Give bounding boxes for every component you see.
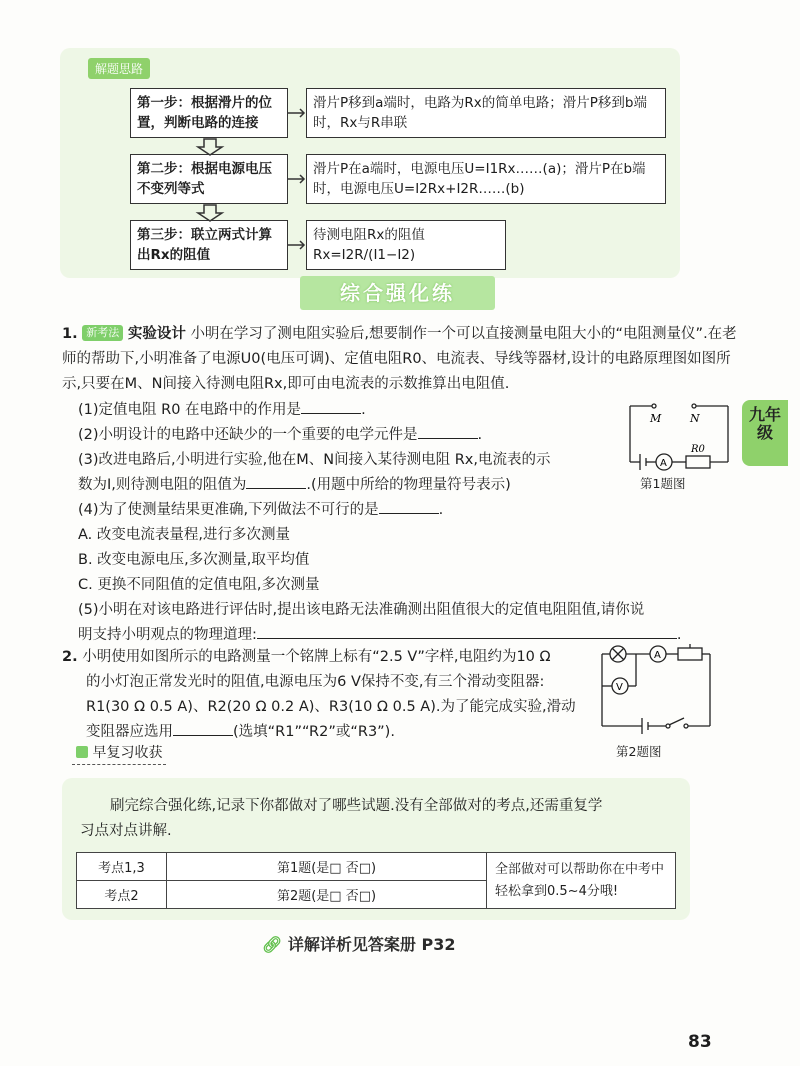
review-text-1: 刷完综合强化练,记录下你都做对了哪些试题.没有全部做对的考点,还需重复学 <box>110 798 603 814</box>
link-icon: 🔗︎ <box>262 935 283 954</box>
q1-ammeter-label: A <box>660 458 667 469</box>
q1-part5a: (5)小明在对该电路进行评估时,提出该电路无法准确测出阻值很大的定值电阻阻值,请你说 <box>78 602 645 618</box>
q1-part5b: 明支持小明观点的物理道理: . <box>78 627 682 643</box>
flow-arrows <box>0 0 800 280</box>
q1-text: 小明在学习了测电阻实验后,想要制作一个可以直接测量电阻大小的“电阻测量仪”.在老师的帮助下,小明准备了电源U0(电压可调)、定值电阻R0、电流表、导线等器材,设计的电路原理图如图所示,只要在M、N间接入待测电阻Rx,即可由电流表的示数推算出电阻值. <box>62 326 737 392</box>
q2-line4: 变阻器应选用 (选填“R1”“R2”或“R3”). <box>86 724 395 740</box>
step-2-detail: 滑片P在a端时，电源电压U=I1Rx……(a)；滑片P在b端时，电源电压U=I2Rx+I2R……(b) <box>306 154 666 204</box>
q1-part4: (4)为了使测量结果更准确,下列做法不可行的是 . <box>78 502 444 518</box>
q2-line3: R1(30 Ω 0.5 A)、R2(20 Ω 0.2 A)、R3(10 Ω 0.5 A).为了能完成实验,滑动 <box>86 699 576 715</box>
step-2-label: 第二步：根据电源电压不变列等式 <box>130 154 288 204</box>
grade-side-tab: 九年级 <box>742 400 788 466</box>
step-3-label: 第三步：联立两式计算出Rx的阻值 <box>130 220 288 270</box>
page-number: 83 <box>688 1032 712 1052</box>
solution-tag: 解题思路 <box>88 58 150 79</box>
step-3-detail: 待测电阻Rx的阻值Rx=I2R/(I1−I2) <box>306 220 506 270</box>
q2-ammeter-label: A <box>654 650 661 661</box>
q2-circuit-diagram <box>596 642 716 738</box>
q2-line1: 2. 小明使用如图所示的电路测量一个铭牌上标有“2.5 V”字样,电阻约为10 Ω <box>62 649 551 665</box>
step-1-detail: 滑片P移到a端时，电路为Rx的简单电路；滑片P移到b端时，Rx与R串联 <box>306 88 666 138</box>
q1-part2: (2)小明设计的电路中还缺少的一个重要的电学元件是 . <box>78 427 483 443</box>
q1-label-r0: R0 <box>691 444 705 455</box>
q1-option-b: B. 改变电源电压,多次测量,取平均值 <box>78 552 310 568</box>
step-1-label: 第一步：根据滑片的位置，判断电路的连接 <box>130 88 288 138</box>
review-text-2: 习点对点讲解. <box>80 823 172 839</box>
review-title: 早复习收获 <box>72 742 166 765</box>
q1-label-m: M <box>650 412 662 425</box>
q1-part3b: 数为I,则待测电阻的阻值为 .(用题中所给的物理量符号表示) <box>78 477 511 493</box>
q1-badge: 新考法 <box>82 325 123 341</box>
review-note: 全部做对可以帮助你在中考中轻松拿到0.5~4分哦! <box>487 853 676 909</box>
section-banner: 综合强化练 <box>300 276 495 310</box>
answer-reference: 🔗︎ 详解详析见答案册 P32 <box>262 935 456 954</box>
q2-line2: 的小灯泡正常发光时的阻值,电源电压为6 V保持不变,有三个滑动变阻器: <box>86 674 545 690</box>
q2-voltmeter-label: V <box>616 682 623 693</box>
q1-part3a: (3)改进电路后,小明进行实验,他在M、N间接入某待测电阻 Rx,电流表的示 <box>78 452 551 468</box>
q1-part1: (1)定值电阻 R0 在电路中的作用是 . <box>78 402 366 418</box>
table-row: 考点1,3 第1题(是□ 否□) 全部做对可以帮助你在中考中轻松拿到0.5~4分哦! <box>77 853 676 881</box>
q1-figure-caption: 第1题图 <box>640 476 686 491</box>
q1-option-a: A. 改变电流表量程,进行多次测量 <box>78 527 290 543</box>
q1-number: 1. <box>62 326 78 342</box>
q1-label-n: N <box>690 412 700 425</box>
q2-figure-caption: 第2题图 <box>616 744 662 759</box>
review-leaf-icon <box>76 746 88 758</box>
review-table <box>76 852 676 909</box>
q1-type: 实验设计 <box>127 326 186 342</box>
table-row: 考点2 第2题(是□ 否□) <box>77 881 676 909</box>
q1-stem <box>62 322 742 397</box>
q1-option-c: C. 更换不同阻值的定值电阻,多次测量 <box>78 577 320 593</box>
q1-circuit-diagram <box>622 400 738 474</box>
